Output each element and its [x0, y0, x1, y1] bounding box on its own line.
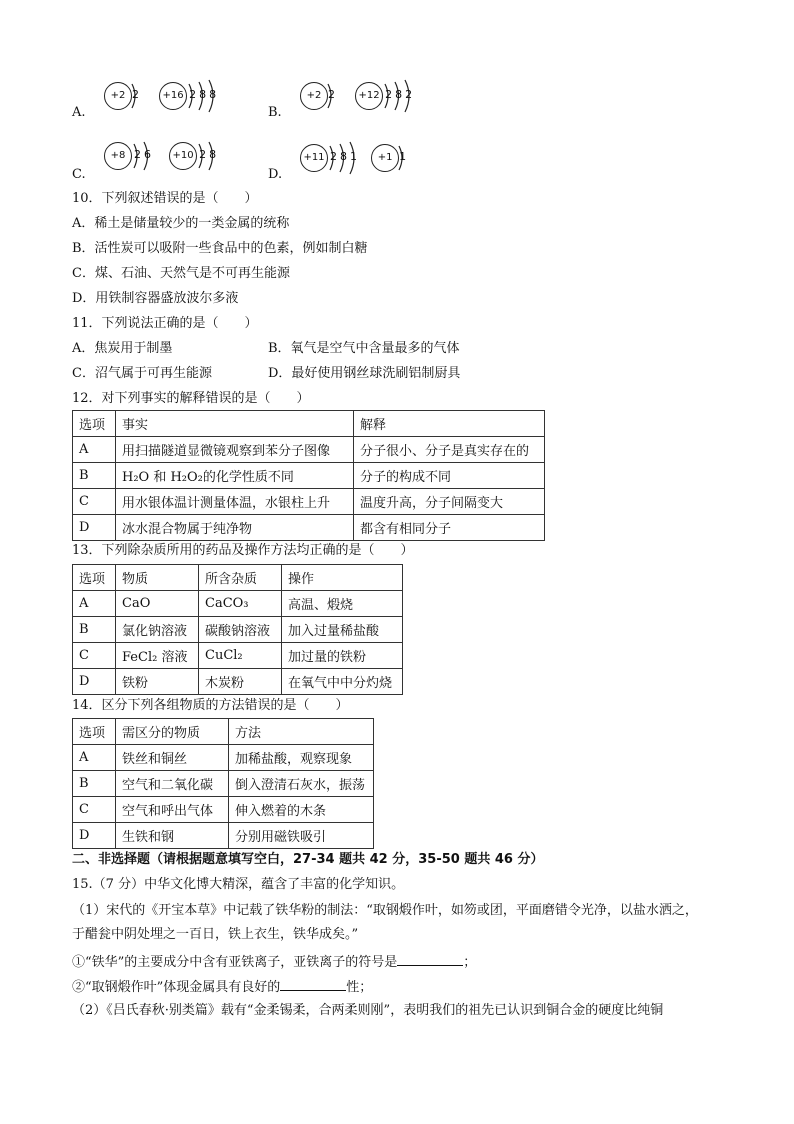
q10-stem: 10．下列叙述错误的是（ ） — [72, 191, 258, 206]
section-heading: 二、非选择题（请根据题意填写空白，27-34 题共 42 分，35-50 题共 46 分） — [72, 852, 544, 867]
q11-option-a: A．焦炭用于制墨 — [72, 341, 173, 356]
q10-option-b: B．活性炭可以吸附一些食品中的色素，例如制白糖 — [72, 241, 368, 256]
q15-stem: 15.（7 分）中华文化博大精深，蕴含了丰富的化学知识。 — [72, 877, 405, 892]
table-cell: 冰水混合物属于纯净物 — [116, 515, 354, 541]
q14-table — [72, 718, 374, 849]
q9-option-c-diagram — [104, 138, 239, 178]
table-cell: 木炭粉 — [199, 669, 282, 695]
table-cell: CuCl₂ — [199, 643, 282, 669]
atom-structure-diagram — [300, 140, 366, 176]
q11-stem: 11．下列说法正确的是（ ） — [72, 316, 258, 331]
atom-structure-diagram — [371, 140, 421, 176]
subquestion-text: ①“铁华”的主要成分中含有亚铁离子，亚铁离子的符号是 — [72, 955, 398, 970]
table-cell: 用水银体温计测量体温，水银柱上升 — [116, 489, 354, 515]
table-cell: C — [73, 643, 116, 669]
table-header: 操作 — [282, 565, 403, 591]
electron-count: 1 — [399, 150, 410, 163]
table-row — [73, 823, 374, 849]
nucleus-charge: +2 — [300, 82, 328, 110]
table-cell: CaCO₃ — [199, 591, 282, 617]
table-header: 选项 — [73, 411, 116, 437]
q15-subquestion-1 — [72, 951, 476, 972]
table-header-row — [73, 565, 403, 591]
nucleus-charge: +16 — [159, 82, 187, 110]
q11-option-d: D．最好使用钢丝球洗刷铝制厨具 — [268, 366, 461, 381]
table-cell: 高温、煅烧 — [282, 591, 403, 617]
table-cell: 加入过量稀盐酸 — [282, 617, 403, 643]
table-header: 所含杂质 — [199, 565, 282, 591]
q9-option-b-diagram — [300, 78, 455, 118]
table-cell: D — [73, 823, 116, 849]
table-row — [73, 643, 403, 669]
q9-option-d-diagram — [300, 140, 421, 180]
table-header: 解释 — [354, 411, 545, 437]
q14-stem: 14．区分下列各组物质的方法错误的是（ ） — [72, 698, 349, 713]
q13-table — [72, 564, 403, 695]
q9-option-c-label: C. — [72, 167, 86, 182]
table-cell: A — [73, 591, 116, 617]
q9-option-d-label: D. — [268, 167, 283, 182]
table-row — [73, 489, 545, 515]
table-header-row — [73, 719, 374, 745]
q10-option-d: D．用铁制容器盛放波尔多液 — [72, 291, 239, 306]
table-cell: 伸入燃着的木条 — [229, 797, 374, 823]
table-cell: B — [73, 463, 116, 489]
table-cell: 用扫描隧道显微镜观察到苯分子图像 — [116, 437, 354, 463]
table-cell: 加稀盐酸，观察现象 — [229, 745, 374, 771]
table-row — [73, 617, 403, 643]
electron-count: 2 — [132, 88, 142, 101]
subquestion-text: 性； — [346, 980, 373, 995]
subquestion-text: ； — [463, 955, 477, 970]
nucleus-charge: +10 — [169, 142, 197, 170]
q15-part1-line1: （1）宋代的《开宝本草》中记载了铁华粉的制法：“取钢煅作叶，如笏或团，平面磨错令光净，以盐水洒之， — [72, 903, 698, 918]
q15-part1-line2: 于醋瓮中阴处埋之一百日，铁上衣生，铁华成矣。” — [72, 927, 359, 942]
table-cell: 分别用磁铁吸引 — [229, 823, 374, 849]
table-cell: CaO — [116, 591, 199, 617]
q10-option-a: A．稀土是储量较少的一类金属的统称 — [72, 216, 290, 231]
table-cell: 加过量的铁粉 — [282, 643, 403, 669]
table-row — [73, 591, 403, 617]
electron-count: 28 — [199, 148, 220, 161]
table-row — [73, 797, 374, 823]
electron-count: 281 — [330, 150, 360, 163]
q9-option-a-diagram — [104, 78, 259, 118]
table-cell: 空气和二氧化碳 — [116, 771, 229, 797]
nucleus-charge: +11 — [300, 144, 328, 172]
q11-option-c: C．沼气属于可再生能源 — [72, 366, 212, 381]
table-row — [73, 669, 403, 695]
nucleus-charge: +1 — [371, 144, 399, 172]
table-cell: B — [73, 771, 116, 797]
table-cell: 铁粉 — [116, 669, 199, 695]
electron-count: 2 — [328, 88, 338, 101]
q15-subquestion-2 — [72, 976, 372, 997]
q11-option-b: B．氧气是空气中含量最多的气体 — [268, 341, 460, 356]
table-header: 事实 — [116, 411, 354, 437]
electron-count: 282 — [385, 88, 416, 101]
q9-option-b-label: B. — [268, 105, 282, 120]
nucleus-charge: +2 — [104, 82, 132, 110]
table-cell: 碳酸钠溶液 — [199, 617, 282, 643]
table-cell: C — [73, 489, 116, 515]
atom-structure-diagram — [104, 138, 164, 174]
table-row — [73, 745, 374, 771]
electron-count: 288 — [189, 88, 220, 101]
table-cell: 分子很小、分子是真实存在的 — [354, 437, 545, 463]
table-row — [73, 515, 545, 541]
table-cell: A — [73, 745, 116, 771]
table-cell: D — [73, 515, 116, 541]
subquestion-text: ②“取钢煅作叶”体现金属具有良好的 — [72, 980, 281, 995]
table-cell: A — [73, 437, 116, 463]
atom-structure-diagram — [300, 78, 350, 114]
q12-stem: 12．对下列事实的解释错误的是（ ） — [72, 391, 310, 406]
table-cell: 铁丝和铜丝 — [116, 745, 229, 771]
table-cell: 温度升高，分子间隔变大 — [354, 489, 545, 515]
q10-option-c: C．煤、石油、天然气是不可再生能源 — [72, 266, 290, 281]
atom-structure-diagram — [169, 138, 239, 174]
table-cell: 空气和呼出气体 — [116, 797, 229, 823]
table-cell: 都含有相同分子 — [354, 515, 545, 541]
table-header: 物质 — [116, 565, 199, 591]
atom-structure-diagram — [104, 78, 154, 114]
q12-table — [72, 410, 545, 541]
table-cell: 生铁和钢 — [116, 823, 229, 849]
table-row — [73, 463, 545, 489]
table-cell: FeCl₂ 溶液 — [116, 643, 199, 669]
table-header: 方法 — [229, 719, 374, 745]
q13-stem: 13．下列除杂质所用的药品及操作方法均正确的是（ ） — [72, 543, 414, 558]
table-cell: C — [73, 797, 116, 823]
atom-structure-diagram — [355, 78, 455, 114]
nucleus-charge: +8 — [104, 142, 132, 170]
q15-part2: （2）《吕氏春秋·别类篇》载有“金柔锡柔，合两柔则刚”，表明我们的祖先已认识到铜合金的硬度比纯铜 — [72, 1003, 664, 1018]
table-header: 需区分的物质 — [116, 719, 229, 745]
answer-blank[interactable] — [280, 976, 346, 991]
table-header: 选项 — [73, 565, 116, 591]
electron-count: 26 — [134, 148, 154, 161]
table-row — [73, 771, 374, 797]
table-cell: H₂O 和 H₂O₂的化学性质不同 — [116, 463, 354, 489]
nucleus-charge: +12 — [355, 82, 383, 110]
table-cell: 分子的构成不同 — [354, 463, 545, 489]
table-cell: 在氧气中中分灼烧 — [282, 669, 403, 695]
atom-structure-diagram — [159, 78, 259, 114]
table-cell: 氯化钠溶液 — [116, 617, 199, 643]
table-header: 选项 — [73, 719, 116, 745]
table-cell: D — [73, 669, 116, 695]
table-row — [73, 437, 545, 463]
table-cell: 倒入澄清石灰水，振荡 — [229, 771, 374, 797]
table-header-row — [73, 411, 545, 437]
q9-option-a-label: A. — [72, 105, 86, 120]
table-cell: B — [73, 617, 116, 643]
answer-blank[interactable] — [397, 951, 463, 966]
